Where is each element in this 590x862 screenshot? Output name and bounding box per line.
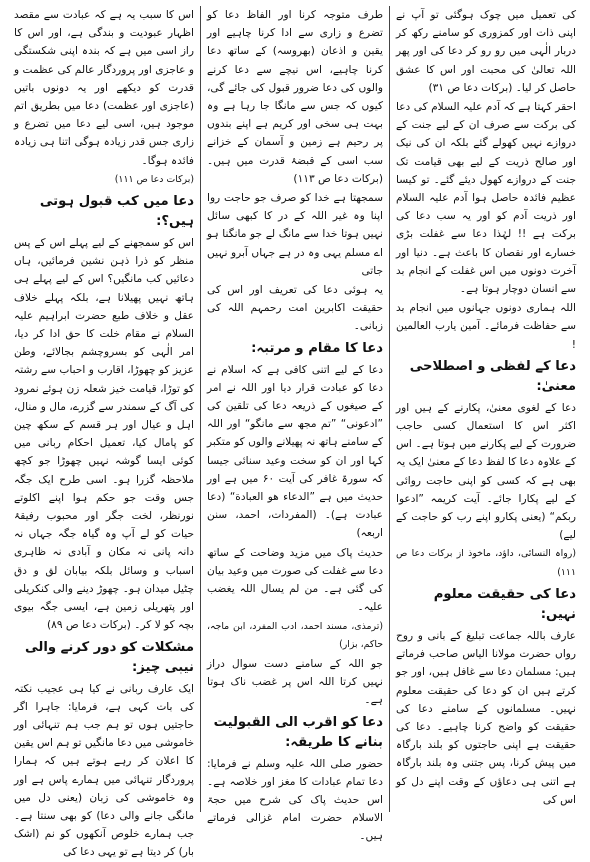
column-right xyxy=(390,6,582,812)
paragraph: کی تعمیل میں چوک ہوگئی تو آپ نے اپنی ذات اور کمزوری کو سامنے رکھ کر دربار الٰہی میں رو رو کر دعا کی اور پھر اللہ تعالیٰ کی محبت اور اس کا عشق حاصل کر لیا۔ (برکات دعا ص ۳۱) xyxy=(396,9,576,94)
paragraph: احقر کہتا ہے کہ آدم علیہ السلام کی دعا کی برکت سے صرف ان کے لیے جنت کے دروازے نہیں کھولے گئے بلکہ ان کی نیک اور صالح ذریت کے لیے بھی قیامت تک جنت کے دروازے کھول دیئے گئے۔ تو کیسا عظیم فائدہ حاصل ہوا آدم علیہ السلام اور ذریت آدم کو اور یہ سب دعا کی برکت ہے !! لہٰذا دعا سے غفلت بڑی خسارے اور نقصان کا باعث ہے۔ دنیا اور آخرت دونوں میں اس غفلت کے انجام بد سے انسان دوچار ہوتا ہے۔ xyxy=(396,101,576,296)
paragraph: دعا کے لیے اتنی کافی ہے کہ اسلام نے دعا کو عبادت قرار دیا اور اللہ نے امر کے صیغوں کے ذریعہ دعا کی تلقین کی ”ادعونی“ ”تم مجھ سے مانگو“ اور اللہ کے سامنے ہاتھ نہ پھیلانے والوں کو متکبر کہا اور ان کو سخت وعید سنائی جیسا کہ سورۃ غافر کی آیت ۶۰ میں ہے اور حدیث میں ہے ”الدعاء هو العبادة“ (دعا عبادت ہے)۔ (المفردات، احمد، سنن اربعہ) xyxy=(207,363,383,540)
paragraph: طرف متوجہ کرنا اور الفاظ دعا کو تضرع و زاری سے ادا کرنا چاہیے اور یقین و اذعان (بھروسہ) کے ساتھ دعا کرنا چاہیے، اس نیچے سے دعا کرنے والوں کی دعا ضرور قبول کی جائے گی، کیوں کہ جس سے مانگا جا رہا ہے وہ بہت ہی سخی اور کریم ہے اپنے بندوں پر رحیم ہے زمین و آسمان کے خزانے سب اسی کے قبضۂ قدرت میں ہیں۔ (برکات دعا ص ۱۱۳) xyxy=(207,9,383,185)
paragraph: ایک عارف ربانی نے کیا ہی عجیب نکتہ کی بات کہی ہے، فرمایا: جاہرا اگر حاجتیں ہوں تو ہم جب ہم تنہائی اور خاموشی میں دعا مانگیں تو ہم اس یقین کا اعلان کر رہے ہوتے ہیں کہ ہمارا پروردگار تنہائی میں ہمارے پاس ہے اور وہ خاموشی کی زبان (یعنی دل میں مانگی جانے والی دعا) کو بھی سنتا ہے۔ جب ہمارے خلوص آنکھوں کو نم (اشک بار) کر دیتا ہے تو یہی دعا کی xyxy=(14,682,194,859)
section-heading: مشکلات کو دور کرنے والی نیبی چیز: xyxy=(25,639,194,675)
paragraph: اللہ ہماری دونوں جہانوں میں انجام بد سے حفاظت فرمائے۔ آمین یارب العالمین ! xyxy=(396,302,576,351)
paragraph: عارف باللہ جماعت تبلیغ کے بانی و روح رواں حضرت مولانا الیاس صاحب فرماتے ہیں: مسلمان دعا سے غافل ہیں، اور جو کرتے ہیں ان کو دعا کی حقیقت معلوم نہیں۔ مسلمانوں کے سامنے دعا کی حقیقت کو واضح کرنا چاہیے۔ دعا کی حقیقت ہے اپنی حاجتوں کو بلند بارگاہ میں پیش کرنا، پس جتنی وہ بلند بارگاہ ہے اتنی ہی دعاؤں کے وقت اپنے دل کو اس کی xyxy=(396,629,576,806)
column-middle xyxy=(200,6,390,843)
column-left xyxy=(8,6,200,859)
paragraph: اس کا سبب یہ ہے کہ عبادت سے مقصد اظہار عبودیت و بندگی ہے، اور اس کا راز اسی میں ہے کہ بندہ اپنی شکستگی و عاجزی اور پروردگار عالم کی عظمت و قدرت کو دیکھے اور یہ دونوں باتیں (عاجزی اور عظمت) دعا میں بطریق اتم موجود ہیں، اسی لیے دعا میں تضرع و زاری جس قدر زیادہ ہوگی اتنا ہی زیادہ فائدہ ہوگا۔ xyxy=(14,9,194,167)
section-heading: دعا کے لفظی و اصطلاحی معنیٰ: xyxy=(409,358,576,394)
paragraph: دعا کے لغوی معنیٰ، پکارنے کے ہیں اور اکثر اس کا استعمال کسی حاجب ضرورت کے لیے پکارنے میں ہوتا ہے۔ اس کے علاوہ دعا کا لفظ دعا کے معنیٰ ایک یہ بھی ہے کہ کسی کو اپنی حاجت روائی کے لیے پکارا جائے۔ آیت کریمہ ”ادعوا ربکم“ (یعنی پکارو اپنے رب کو حاجت کے لیے) xyxy=(396,401,576,542)
citation: (ترمذی، مسند احمد، ادب المفرد، ابن ماجہ، حاکم، بزار) xyxy=(207,620,383,650)
paragraph: یہ ہوئی دعا کی تعریف اور اس کی حقیقت اکابرین امت رحمہم اللہ کی زبانی۔ xyxy=(207,284,383,333)
section-heading: دعا کو اقرب الی القبولیت بنانے کا طریقہ: xyxy=(213,714,383,750)
paragraph: حدیث پاک میں مزید وضاحت کے ساتھ دعا سے غفلت کی صورت میں وعید بیان کی گئی ہے۔ من لم یسال اللہ یغضب علیہ۔ xyxy=(207,546,383,614)
section-heading: دعا کا مقام و مرتبہ: xyxy=(251,340,383,356)
paragraph: حضور صلی اللہ علیہ وسلم نے فرمایا: دعا تمام عبادات کا مغز اور خلاصہ ہے۔ اس حدیث پاک کی شرح میں حجۃ الاسلام حضرت امام غزالی فرماتے ہیں۔ xyxy=(207,757,383,843)
paragraph: اس کو سمجھنے کے لیے پہلے اس کے پس منظر کو ذرا ذہن نشین فرمائیں، ہاں دعائیں کب مانگیں؟ اس کے لیے پہلے ہی ہاتھ نہیں پھیلانا ہے، بلکہ پہلے خلاف عقل و خلاف طبع حضرت ابراہیم علیہ السلام نے مقام خلت کا حق ادا کر دیا، امر الٰہی کو بسروچشم بجالائے، وطن عزیز کو چھوڑا، اقارب و احباب سے رشتہ کو توڑا، قیامت خیز شعلہ زن ہوئے نمرود کی آگ کے سمندر سے گزرے، مال و منال، اہل و عیال اور ہر قسم کے سکھ چین کو پامال کیا، تعمیل احکام ربانی میں کوئی ایسا گوشہ نہیں چھوڑا جو کچھ ملاحظہ گزرا ہو۔ اسی طرح ایک جگہ جس وقت جو حکم ہوا اپنے اکلوتے نورنظر، لخت جگر اور محبوب رفیقۂ حیات کو لے آپ وہ گیاہ جگہ جہاں نہ دانہ پانی نہ مکان و آبادی نہ ظاہری اسباب و وسائل بلکہ بیابان لق و دق چٹیل میدان ہو۔ چھوڑ دینے والی کنکریلی اور پتھریلی زمین ہے، ایسی جگہ بیوی بچہ کو لا کر۔ (برکات دعا ص ۸۹) xyxy=(14,237,194,632)
citation: (رواہ النسائی، داؤد، ماخوذ از برکات دعا ص ۱۱۱) xyxy=(396,548,576,578)
section-heading: دعا میں کب قبول ہوتی ہیں؟: xyxy=(39,194,194,230)
paragraph: جو اللہ کے سامنے دست سوال دراز نہیں کرتا اللہ اس پر غضب ناک ہوتا ہے۔ xyxy=(207,657,383,707)
citation: (برکات دعا ص ۱۱۱) xyxy=(114,173,194,185)
section-heading: دعا کی حقیقت معلوم نہیں: xyxy=(433,586,576,622)
paragraph: سمجھتا ہے خدا کو صرف جو حاجت روا اپنا وہ غیر اللہ کے در کا کبھی سائل نہیں ہوتا خدا سے مانگ لے جو مانگنا ہو اے مسلم یہی وہ در ہے جہاں آبرو نہیں جاتی xyxy=(207,192,383,277)
